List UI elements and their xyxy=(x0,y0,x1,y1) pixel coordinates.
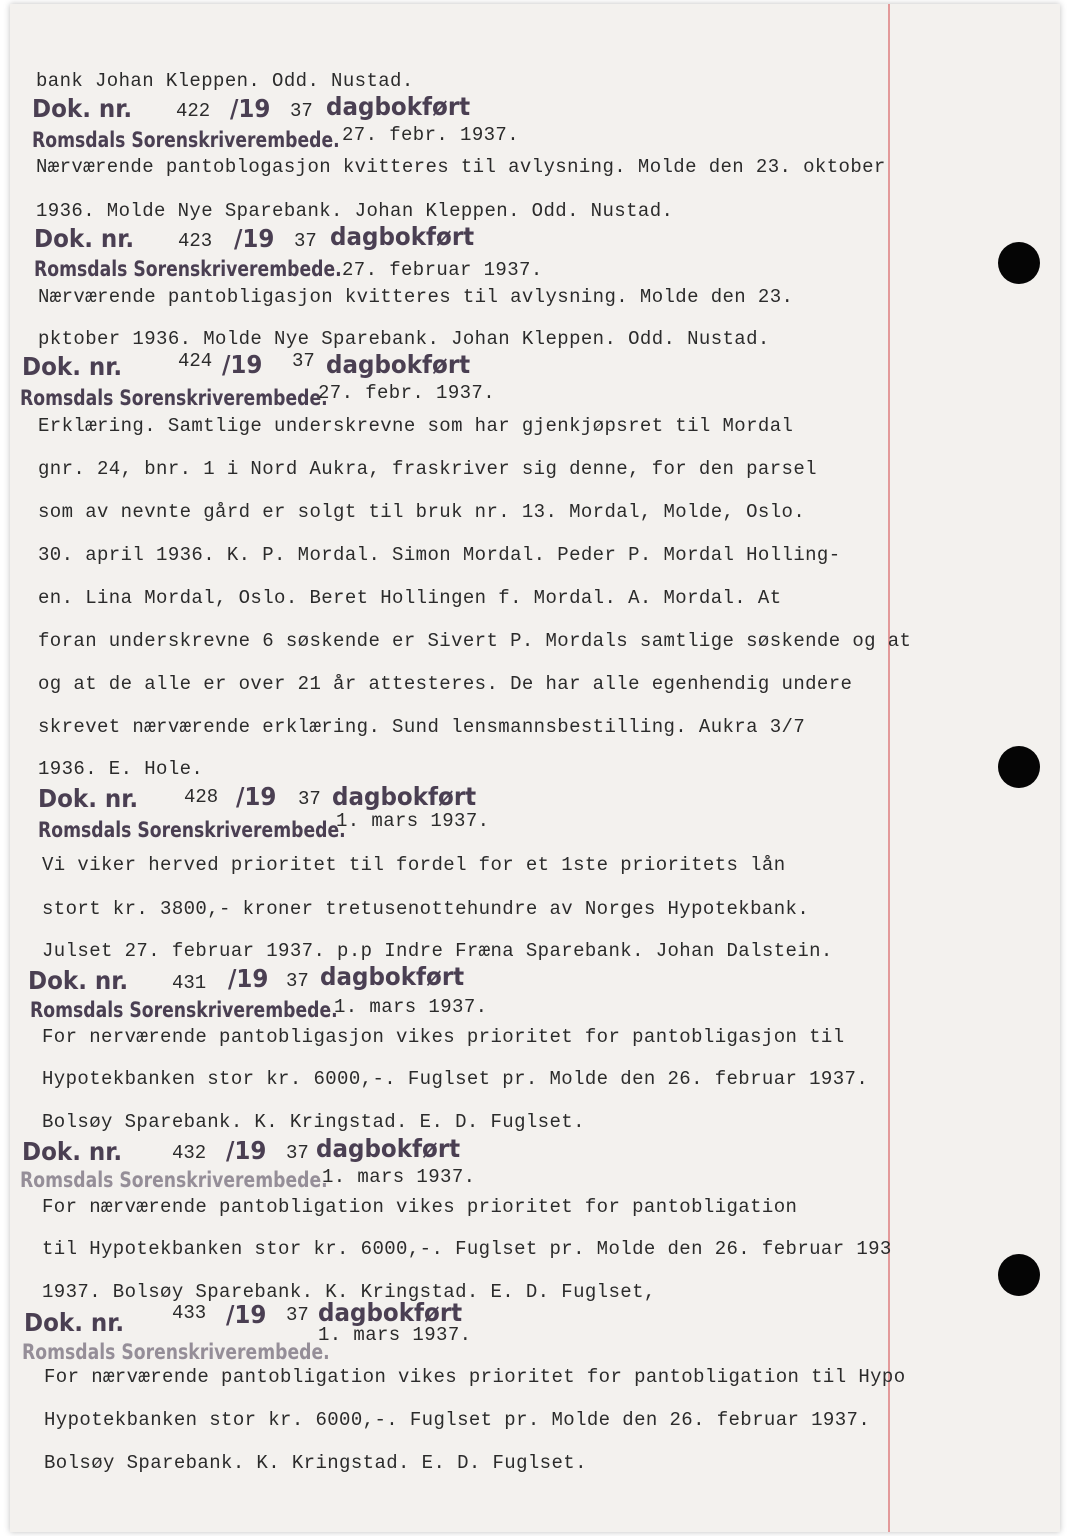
dagbokfort-stamp: dagbokført xyxy=(316,1134,461,1163)
year-prefix: /19 xyxy=(222,350,263,379)
dok-nr-stamp: Dok. nr. xyxy=(24,1308,125,1337)
entry-date: 1. mars 1937. xyxy=(334,996,488,1018)
text-line: 1936. E. Hole. xyxy=(38,758,204,780)
dok-number: 423 xyxy=(178,230,213,252)
dok-number: 432 xyxy=(172,1142,207,1164)
office-stamp: Romsdals Sorenskriverembede. xyxy=(38,818,346,842)
office-stamp: Romsdals Sorenskriverembede. xyxy=(34,257,342,281)
dok-number: 424 xyxy=(178,350,213,372)
text-line: og at de alle er over 21 år attesteres. De har alle egenhendig undere xyxy=(38,673,853,695)
text-line: For nærværende pantobligation vikes prioritet for pantobligation til Hypo xyxy=(44,1366,906,1388)
office-stamp: Romsdals Sorenskriverembede. xyxy=(22,1340,330,1364)
dagbokfort-stamp: dagbokført xyxy=(332,782,477,811)
text-line: stort kr. 3800,- kroner tretusenottehundre av Norges Hypotekbank. xyxy=(42,898,810,920)
year: 37 xyxy=(286,1142,309,1164)
dok-nr-stamp: Dok. nr. xyxy=(38,784,139,813)
text-line: Bolsøy Sparebank. K. Kringstad. E. D. Fuglset. xyxy=(44,1452,587,1474)
text-line: Vi viker herved prioritet til fordel for et 1ste prioritets lån xyxy=(42,854,786,876)
punch-hole xyxy=(998,746,1040,788)
year-prefix: /19 xyxy=(236,782,277,811)
year: 37 xyxy=(292,350,315,372)
office-stamp: Romsdals Sorenskriverembede. xyxy=(30,998,338,1022)
dagbokfort-stamp: dagbokført xyxy=(326,92,471,121)
text-line: 1937. Bolsøy Sparebank. K. Kringstad. E. D. Fuglset, xyxy=(42,1281,656,1303)
dok-number: 428 xyxy=(184,786,219,808)
text-line: skrevet nærværende erklæring. Sund lensmannsbestilling. Aukra 3/7 xyxy=(38,716,806,738)
dok-nr-stamp: Dok. nr. xyxy=(34,224,135,253)
text-line: bank Johan Kleppen. Odd. Nustad. xyxy=(36,70,414,92)
text-line: Hypotekbanken stor kr. 6000,-. Fuglset pr. Molde den 26. februar 1937. xyxy=(44,1409,871,1431)
dok-number: 422 xyxy=(176,100,211,122)
year: 37 xyxy=(286,1304,309,1326)
entry-date: 1. mars 1937. xyxy=(318,1324,472,1346)
margin-line xyxy=(888,4,890,1532)
text-line: Erklæring. Samtlige underskrevne som har gjenkjøpsret til Mordal xyxy=(38,415,794,437)
entry-date: 1. mars 1937. xyxy=(336,810,490,832)
year: 37 xyxy=(290,100,313,122)
year-prefix: /19 xyxy=(234,224,275,253)
dagbokfort-stamp: dagbokført xyxy=(318,1298,463,1327)
dagbokfort-stamp: dagbokført xyxy=(326,350,471,379)
office-stamp: Romsdals Sorenskriverembede. xyxy=(20,386,328,410)
text-line: For nærværende pantobligation vikes prioritet for pantobligation xyxy=(42,1196,798,1218)
text-line: pktober 1936. Molde Nye Sparebank. Johan Kleppen. Odd. Nustad. xyxy=(38,328,770,350)
text-line: 1936. Molde Nye Sparebank. Johan Kleppen. Odd. Nustad. xyxy=(36,200,674,222)
dok-number: 431 xyxy=(172,972,207,994)
punch-hole xyxy=(998,242,1040,284)
year-prefix: /19 xyxy=(226,1300,267,1329)
entry-date: 27. febr. 1937. xyxy=(342,124,520,146)
text-line: Nærværende pantobligasjon kvitteres til avlysning. Molde den 23. xyxy=(38,286,794,308)
punch-hole xyxy=(998,1254,1040,1296)
dagbokfort-stamp: dagbokført xyxy=(330,222,475,251)
text-line: foran underskrevne 6 søskende er Sivert P. Mordals samtlige søskende og at xyxy=(38,630,912,652)
dok-nr-stamp: Dok. nr. xyxy=(22,1137,123,1166)
year: 37 xyxy=(294,230,317,252)
text-line: 30. april 1936. K. P. Mordal. Simon Mordal. Peder P. Mordal Holling- xyxy=(38,544,841,566)
text-line: til Hypotekbanken stor kr. 6000,-. Fuglset pr. Molde den 26. februar 193 xyxy=(42,1238,892,1260)
office-stamp: Romsdals Sorenskriverembede. xyxy=(32,128,340,152)
dok-nr-stamp: Dok. nr. xyxy=(28,966,129,995)
text-line: som av nevnte gård er solgt til bruk nr. 13. Mordal, Molde, Oslo. xyxy=(38,501,806,523)
entry-date: 27. februar 1937. xyxy=(342,259,543,281)
text-line: gnr. 24, bnr. 1 i Nord Aukra, fraskriver sig denne, for den parsel xyxy=(38,458,817,480)
year-prefix: /19 xyxy=(230,94,271,123)
text-line: Nærværende pantoblogasjon kvitteres til avlysning. Molde den 23. oktober xyxy=(36,156,886,178)
dok-number: 433 xyxy=(172,1302,207,1324)
text-line: Hypotekbanken stor kr. 6000,-. Fuglset pr. Molde den 26. februar 1937. xyxy=(42,1068,869,1090)
entry-date: 1. mars 1937. xyxy=(322,1166,476,1188)
dok-nr-stamp: Dok. nr. xyxy=(32,94,133,123)
text-line: For nerværende pantobligasjon vikes prioritet for pantobligasjon til xyxy=(42,1026,845,1048)
year-prefix: /19 xyxy=(226,1136,267,1165)
text-line: en. Lina Mordal, Oslo. Beret Hollingen f. Mordal. A. Mordal. At xyxy=(38,587,782,609)
office-stamp: Romsdals Sorenskriverembede. xyxy=(20,1168,328,1192)
year: 37 xyxy=(298,788,321,810)
text-line: Julset 27. februar 1937. p.p Indre Fræna Sparebank. Johan Dalstein. xyxy=(42,940,833,962)
dagbokfort-stamp: dagbokført xyxy=(320,962,465,991)
year: 37 xyxy=(286,970,309,992)
text-line: Bolsøy Sparebank. K. Kringstad. E. D. Fuglset. xyxy=(42,1111,585,1133)
entry-date: 27. febr. 1937. xyxy=(318,382,496,404)
dok-nr-stamp: Dok. nr. xyxy=(22,352,123,381)
year-prefix: /19 xyxy=(228,964,269,993)
